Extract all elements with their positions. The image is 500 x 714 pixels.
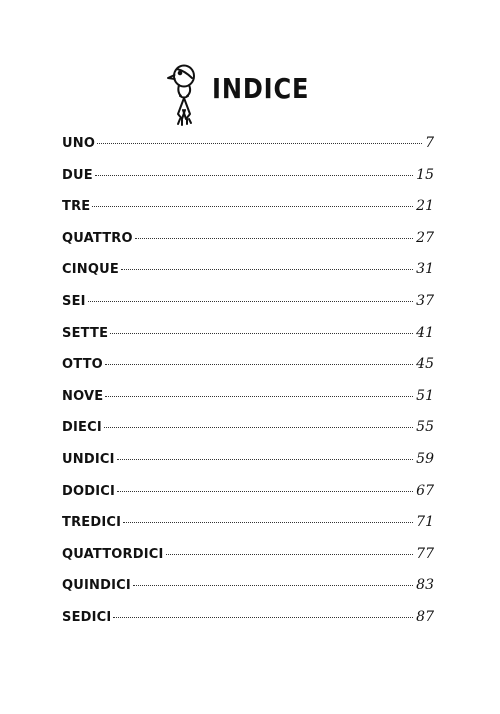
toc-entry-page-number: 7 bbox=[425, 135, 434, 151]
toc-entry[interactable] bbox=[62, 539, 434, 571]
dot-leader bbox=[117, 459, 414, 460]
toc-entry[interactable] bbox=[62, 191, 434, 223]
toc-entry[interactable] bbox=[62, 381, 434, 413]
toc-entry[interactable] bbox=[62, 602, 434, 634]
dot-leader bbox=[121, 269, 413, 270]
toc-entry-label: TRE bbox=[62, 199, 91, 215]
dot-leader bbox=[105, 364, 413, 365]
toc-entry-label: OTTO bbox=[62, 357, 103, 373]
toc-entry[interactable] bbox=[62, 570, 434, 602]
toc-entry[interactable] bbox=[62, 349, 434, 381]
toc-entry[interactable] bbox=[62, 160, 434, 192]
dot-leader bbox=[95, 175, 413, 176]
toc-entry-label: NOVE bbox=[62, 388, 104, 404]
dot-leader bbox=[113, 617, 413, 618]
dot-leader bbox=[166, 554, 414, 555]
toc-entry-label: DUE bbox=[62, 167, 93, 183]
toc-entry[interactable] bbox=[62, 444, 434, 476]
toc-entry-page-number: 59 bbox=[416, 450, 434, 467]
toc-entry-label: QUINDICI bbox=[62, 578, 131, 594]
dot-leader bbox=[97, 143, 422, 144]
toc-entry-label: QUATTRO bbox=[62, 230, 133, 246]
toc-entry[interactable] bbox=[62, 128, 434, 160]
toc-entry[interactable] bbox=[62, 254, 434, 286]
dot-leader bbox=[123, 522, 413, 523]
toc-entry-page-number: 27 bbox=[416, 229, 434, 246]
toc-entry-page-number: 77 bbox=[416, 545, 434, 562]
toc-entry-page-number: 51 bbox=[416, 387, 434, 404]
page-title: INDICE bbox=[212, 72, 310, 105]
dot-leader bbox=[105, 396, 413, 397]
toc-entry-page-number: 67 bbox=[416, 482, 434, 499]
toc-entry-page-number: 21 bbox=[416, 198, 434, 215]
toc-entry-page-number: 87 bbox=[416, 608, 434, 625]
page-header bbox=[0, 58, 500, 128]
dot-leader bbox=[110, 333, 413, 334]
toc-entry[interactable] bbox=[62, 476, 434, 508]
toc-entry-label: SEDICI bbox=[62, 609, 112, 625]
toc-entry-page-number: 55 bbox=[416, 419, 434, 436]
toc-entry-page-number: 31 bbox=[416, 261, 434, 278]
toc-entry-label: SEI bbox=[62, 293, 86, 309]
dot-leader bbox=[88, 301, 413, 302]
toc-entry-page-number: 41 bbox=[416, 324, 434, 341]
toc-entry-label: SETTE bbox=[62, 325, 109, 341]
toc-entry-label: UNO bbox=[62, 136, 96, 151]
dot-leader bbox=[104, 427, 413, 428]
toc-entry-page-number: 15 bbox=[416, 166, 434, 183]
toc-entry[interactable] bbox=[62, 412, 434, 444]
dot-leader bbox=[133, 585, 413, 586]
toc-entry-page-number: 83 bbox=[416, 577, 434, 594]
toc-entry-label: TREDICI bbox=[62, 515, 122, 531]
dot-leader bbox=[135, 238, 413, 239]
toc-entry[interactable] bbox=[62, 223, 434, 255]
toc-entry[interactable] bbox=[62, 507, 434, 539]
dot-leader bbox=[117, 491, 413, 492]
toc-entry-label: UNDICI bbox=[62, 451, 115, 467]
toc-entry[interactable] bbox=[62, 286, 434, 318]
toc-entry-label: QUATTORDICI bbox=[62, 546, 164, 562]
toc-entry[interactable] bbox=[62, 318, 434, 350]
table-of-contents bbox=[62, 128, 434, 634]
toc-entry-page-number: 71 bbox=[416, 514, 434, 531]
toc-entry-page-number: 45 bbox=[416, 356, 434, 373]
toc-entry-label: DODICI bbox=[62, 483, 116, 499]
toc-entry-label: DIECI bbox=[62, 420, 102, 436]
toc-entry-page-number: 37 bbox=[416, 292, 434, 309]
bird-icon bbox=[163, 62, 203, 128]
dot-leader bbox=[92, 206, 413, 207]
toc-entry-label: CINQUE bbox=[62, 262, 119, 278]
